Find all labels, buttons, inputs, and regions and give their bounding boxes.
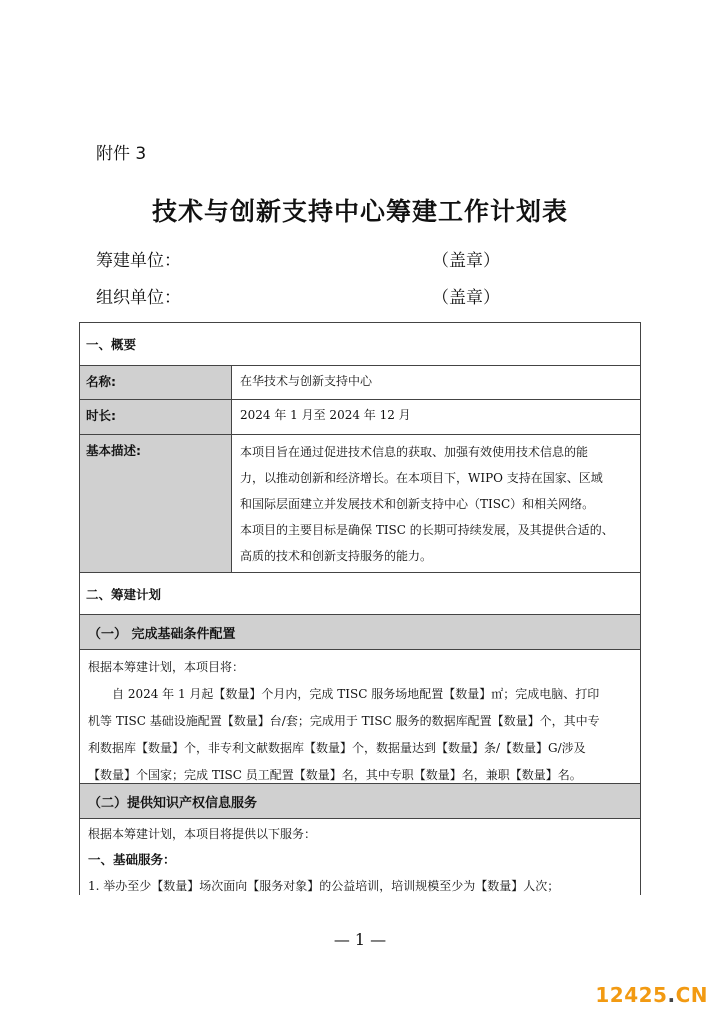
description-value	[232, 435, 640, 572]
duration-value: 2024 年 1 月至 2024 年 12 月	[240, 408, 411, 422]
section-plan-header	[80, 573, 640, 615]
description-line: 高质的技术和创新支持服务的能力。	[240, 549, 433, 563]
subsection-service-title: （二）提供知识产权信息服务	[88, 795, 258, 811]
plan-table	[79, 322, 641, 895]
basic-service-title: 一、基础服务：	[88, 852, 176, 867]
plan-intro: 根据本筹建计划，本项目将：	[88, 660, 245, 674]
service-intro: 根据本筹建计划，本项目将提供以下服务：	[88, 827, 317, 841]
duration-label: 时长:	[80, 400, 232, 434]
service-plan	[80, 819, 640, 896]
plan-line: 【数量】个国家；完成 TISC 员工配置【数量】名，其中专职【数量】名，兼职【数量】名。	[88, 768, 582, 782]
name-value: 在华技术与创新支持中心	[240, 374, 373, 388]
org-label: 组织单位：	[96, 288, 181, 308]
section-overview-title: 一、概要	[86, 337, 137, 352]
section-overview-header	[80, 323, 640, 366]
description-row	[80, 435, 640, 573]
infrastructure-plan	[80, 650, 640, 784]
watermark-digits: 12425	[595, 983, 668, 1007]
name-label: 名称:	[80, 366, 232, 399]
organizer-label: 筹建单位：	[96, 251, 181, 271]
subsection-infrastructure-title: （一） 完成基础条件配置	[88, 626, 236, 642]
plan-line: 利数据库【数量】个，非专利文献数据库【数量】个，数据量达到【数量】条/【数量】G/涉及	[88, 741, 586, 755]
description-line: 力，以推动创新和经济增长。在本项目下，WIPO 支持在国家、区域	[240, 471, 603, 485]
organizer-seal: （盖章）	[432, 251, 500, 271]
watermark-suffix: CN	[675, 983, 708, 1007]
subsection-infrastructure-header	[80, 615, 640, 650]
watermark-dot: .	[667, 983, 676, 1007]
description-line: 本项目的主要目标是确保 TISC 的长期可持续发展，及其提供合适的、	[240, 523, 614, 537]
description-label: 基本描述:	[80, 435, 232, 572]
description-line: 本项目旨在通过促进技术信息的获取、加强有效使用技术信息的能	[240, 445, 589, 459]
org-seal: （盖章）	[432, 288, 500, 308]
service-item: 1. 举办至少【数量】场次面向【服务对象】的公益培训，培训规模至少为【数量】人次；	[88, 879, 560, 893]
section-plan-title: 二、筹建计划	[86, 586, 162, 602]
site-watermark	[595, 983, 708, 1007]
page-number: — 1 —	[333, 930, 387, 949]
plan-line: 自 2024 年 1 月起【数量】个月内，完成 TISC 服务场地配置【数量】㎡；完成电脑、打印	[112, 687, 600, 701]
description-line: 和国际层面建立并发展技术和创新支持中心（TISC）和相关网络。	[240, 497, 595, 511]
subsection-service-header	[80, 784, 640, 819]
duration-row	[80, 400, 640, 435]
page-title: 技术与创新支持中心筹建工作计划表	[151, 197, 568, 226]
attachment-label: 附件 3	[96, 144, 147, 164]
name-row	[80, 366, 640, 400]
plan-line: 机等 TISC 基础设施配置【数量】台/套；完成用于 TISC 服务的数据库配置【数量】个，其中专	[88, 714, 600, 728]
